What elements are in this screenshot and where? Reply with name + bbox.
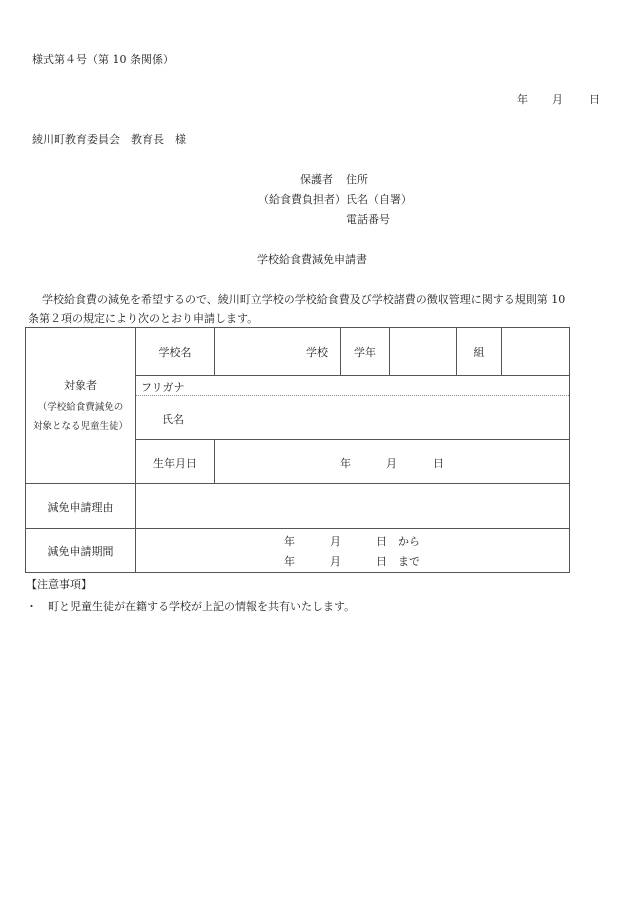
furigana-field[interactable] [215, 376, 569, 395]
period-from-month: 月 [330, 535, 341, 548]
date-month: 月 [552, 93, 563, 106]
class-field[interactable] [502, 328, 569, 375]
period-label: 減免申請期間 [47, 545, 114, 558]
name-label: 氏名（自署） [346, 193, 412, 206]
student-name-field[interactable] [215, 396, 569, 439]
period-from-year: 年 [284, 535, 295, 548]
period-to-month: 月 [330, 555, 341, 568]
date-year: 年 [517, 93, 528, 106]
school-name-label: 学校名 [158, 346, 192, 359]
birthdate-day: 日 [433, 457, 444, 470]
document-title: 学校給食費減免申請書 [257, 253, 367, 266]
addressee: 綾川町教育委員会 教育長 様 [32, 133, 186, 146]
birthdate-month: 月 [386, 457, 397, 470]
reason-label: 減免申請理由 [47, 501, 114, 514]
address-label: 住所 [346, 173, 368, 186]
note-item: ・ 町と児童生徒が在籍する学校が上記の情報を共有いたします。 [26, 600, 356, 613]
applicant-role-sub: （給食費負担者） [258, 193, 346, 206]
notes-heading: 【注意事項】 [26, 578, 92, 591]
period-to-day: 日 [376, 555, 387, 568]
birthdate-label: 生年月日 [153, 457, 197, 470]
period-from-day: 日 [376, 535, 387, 548]
reason-field[interactable] [136, 484, 569, 528]
subject-note-1: （学校給食費減免の [37, 402, 124, 413]
grade-field[interactable] [390, 328, 456, 375]
applicant-role: 保護者 [300, 173, 333, 186]
birthdate-year: 年 [340, 457, 351, 470]
student-name-label: 氏名 [162, 413, 184, 426]
period-from-suffix: から [398, 535, 420, 548]
school-suffix: 学校 [306, 346, 328, 359]
body-line-1: 学校給食費の減免を希望するので、綾川町立学校の学校給食費及び学校諸費の徴収管理に関する規則第 10 [42, 293, 566, 306]
form-number: 様式第４号（第 10 条関係） [32, 53, 174, 66]
body-line-2: 条第２項の規定により次のとおり申請します。 [28, 312, 259, 325]
grade-label: 学年 [354, 346, 376, 359]
furigana-label: フリガナ [141, 381, 185, 394]
subject-label: 対象者 [64, 379, 97, 392]
subject-note-2: 対象となる児童生徒） [32, 421, 128, 432]
date-day: 日 [589, 93, 600, 106]
phone-label: 電話番号 [346, 213, 390, 226]
period-to-suffix: まで [398, 555, 420, 568]
class-label: 組 [473, 346, 485, 359]
period-to-year: 年 [284, 555, 295, 568]
